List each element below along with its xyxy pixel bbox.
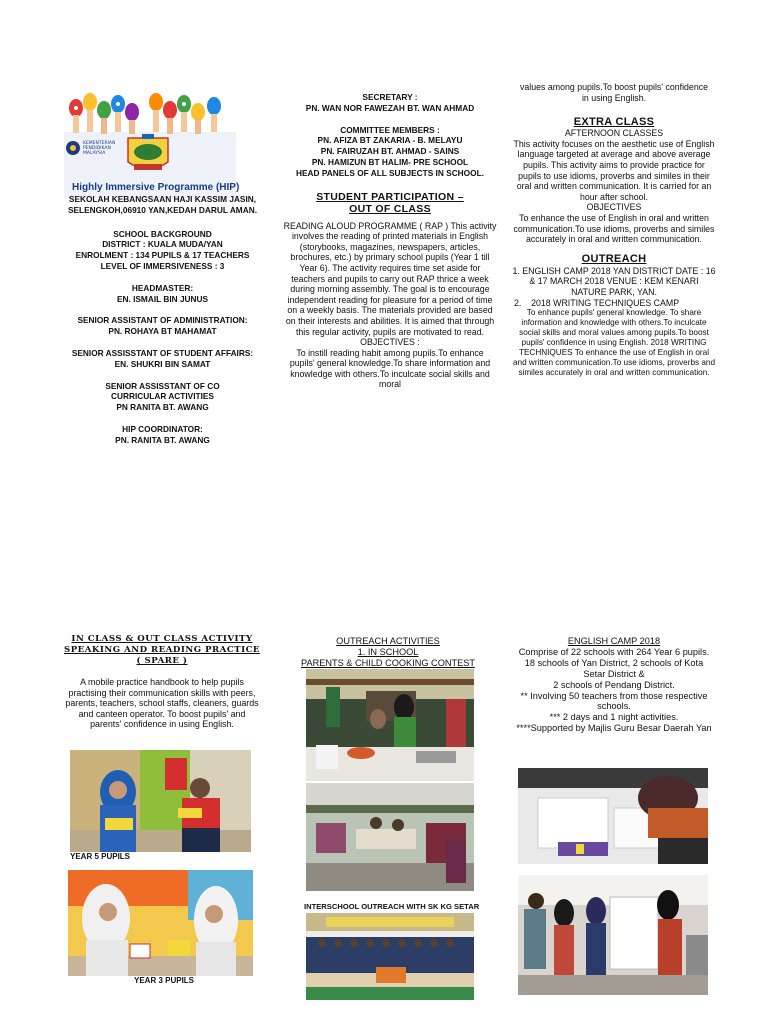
english-camp-section (514, 636, 714, 734)
extra-objectives-label: OBJECTIVES (586, 202, 642, 213)
english-camp-line-5: *** 2 days and 1 night activities. (549, 712, 679, 723)
committee-member-4: HEAD PANELS OF ALL SUBJECTS IN SCHOOL. (296, 167, 484, 178)
english-camp-line-1: Comprise of 22 schools with 264 Year 6 pupils. (518, 646, 710, 657)
interschool-caption: INTERSCHOOL OUTREACH WITH SK KG SETAR (304, 902, 480, 911)
spare-heading-1: IN CLASS & OUT CLASS ACTIVITY (71, 634, 253, 644)
sa-admin-title: SENIOR ASSISTANT OF ADMINISTRATION: (77, 315, 248, 326)
school-crest-icon (128, 134, 168, 170)
school-info-column (60, 194, 265, 446)
cooking-contest-photo-1 (306, 669, 474, 781)
objectives-text: To instill reading habit among pupils.To enhance pupils' general knowledge.To share information and knowledge with others.To inculcate social skills and moral (289, 347, 491, 390)
sa-cocurr-name: PN RANITA BT. AWANG (116, 402, 209, 413)
outreach-item-2-number: 2. (514, 297, 522, 308)
sa-student-title: SENIOR ASSISSTANT OF STUDENT AFFAIRS: (71, 347, 254, 358)
painted-hands-logo (64, 80, 236, 198)
hip-coordinator-title: HIP COORDINATOR: (122, 423, 203, 434)
outreach-item-2-text: To enhance pupils' general knowledge. To share information and knowledge with others.To inculcate social skills and moral values among pupils.To boost pupils' confidence in using English. 2018 WRITING TECHNIQUES To enhance the use of English in oral and written communication.To use idioms, proverbs and similes accurately in oral and written communication. (512, 308, 716, 378)
headmaster-name: EN. ISMAIL BIN JUNUS (116, 293, 209, 304)
svg-text:KEMENTERIAN: KEMENTERIAN (83, 141, 116, 146)
afternoon-classes: AFTERNOON CLASSES (564, 128, 664, 139)
english-camp-heading: ENGLISH CAMP 2018 (567, 636, 661, 646)
sa-student-name: EN. SHUKRI BIN SAMAT (114, 358, 211, 369)
year5-caption: YEAR 5 PUPILS (70, 852, 131, 861)
interschool-photo (306, 913, 474, 1000)
extra-class-column (512, 82, 716, 378)
committee-member-2: PN. FAIRUZAH BT. AHMAD - SAINS (320, 146, 460, 157)
english-camp-line-4: ** Involving 50 teachers from those respective schools. (520, 690, 708, 712)
secretary-name: PN. WAN NOR FAWEZAH BT. WAN AHMAD (305, 102, 475, 113)
english-camp-line-2: 18 schools of Yan District, 2 schools of Kota Setar District & (524, 657, 704, 679)
sa-cocurr-title-1: SENIOR ASSISSTANT OF CO (105, 380, 220, 391)
outreach-item-1: 1. ENGLISH CAMP 2018 YAN DISTRICT DATE : 16 & 17 MARCH 2018 VENUE : KEM KENARI NATURE PARK, YAN. (512, 265, 716, 297)
spare-section (64, 634, 260, 730)
spare-heading-3: ( SPARE ) (136, 656, 188, 666)
extra-class-text: This activity focuses on the aesthetic use of English language targeted at average and above average pupils. This activity aims to provide practice for pupils to use idioms, proverbs and similes in their oral and written communication. It is carried for an hour after school. (513, 138, 715, 202)
rap-paragraph: READING ALOUD PROGRAMME ( RAP ) This activity involves the reading of printed materials in English (storybooks, magazines, newspapers, articles, brochures, etc.) by primary school pupils (Year 1 till Year 6). The activity requires time set aside for teachers and pupils to carry out RAP thrice a week during morning assembly. The goal is to encourage independent reading for pleasure for a period of time on a weekly basis. The materials provided are based on their interests and abilities. It is aimed that through this regular activity, pupils are motivated to read. (283, 220, 497, 337)
hip-coordinator-name: PN. RANITA BT. AWANG (115, 434, 210, 445)
in-school-heading: 1. IN SCHOOL (357, 647, 419, 657)
spare-heading-2: SPEAKING AND READING PRACTICE (64, 645, 260, 655)
year5-pupils-photo (70, 750, 251, 852)
cooking-contest-heading: PARENTS & CHILD COOKING CONTEST (301, 658, 475, 668)
committee-member-3: PN. HAMIZUN BT HALIM- PRE SCHOOL (311, 156, 469, 167)
english-camp-line-3: 2 schools of Pendang District. (553, 679, 675, 690)
english-camp-photo-1 (518, 768, 708, 864)
sa-cocurr-title-2: CURRICULAR ACTIVITIES (111, 391, 214, 402)
sa-admin-name: PN. ROHAYA BT MAHAMAT (108, 326, 217, 337)
outreach-item-2-title (512, 298, 716, 309)
background-title: SCHOOL BACKGROUND (113, 228, 212, 239)
extra-class-heading: EXTRA CLASS (573, 116, 655, 129)
spare-text: A mobile practice handbook to help pupils practising their communication skills with peers, parents, teachers, school staffs, cleaners, guards and canteen operator. To boost pupils' and parents' confidence in using English. (65, 677, 259, 730)
enrolment-line: ENROLMENT : 134 PUPILS & 17 TEACHERS (75, 250, 250, 261)
committee-column (282, 92, 498, 390)
programme-title: Highly Immersive Programme (HIP) (72, 182, 240, 193)
svg-text:MALAYSIA: MALAYSIA (83, 151, 106, 156)
school-address: SEKOLAH KEBANGSAAN HAJI KASSIM JASIN, SELENGKOH,06910 YAN,KEDAH DARUL AMAN. (67, 194, 258, 215)
extra-objectives-text: To enhance the use of English in oral and written communication.To use idioms, proverbs and similes accurately in oral and written communication. (513, 212, 715, 245)
headmaster-title: HEADMASTER: (131, 282, 194, 293)
outreach-heading: OUTREACH (581, 252, 647, 265)
continued-text: values among pupils.To boost pupils' confidence in using English. (520, 82, 708, 103)
svg-text:PENDIDIKAN: PENDIDIKAN (83, 146, 111, 151)
year3-pupils-photo (68, 870, 253, 976)
cooking-contest-photo-2 (306, 783, 474, 891)
committee-member-1: PN. AFIZA BT ZAKARIA - B. MELAYU (317, 135, 463, 146)
year3-caption: YEAR 3 PUPILS (134, 976, 195, 985)
secretary-title: SECRETARY : (362, 92, 418, 102)
outreach-activities-section (290, 636, 486, 669)
english-camp-line-6: ****Supported by Majlis Guru Besar Daerah Yan (516, 723, 712, 734)
district-line: DISTRICT : KUALA MUDA/YAN (102, 239, 223, 250)
out-of-class-heading: OUT OF CLASS (349, 202, 431, 215)
committee-title: COMMITTEE MEMBERS : (340, 124, 440, 135)
level-line: LEVEL OF IMMERSIVENESS : 3 (100, 260, 225, 271)
student-participation-heading: STUDENT PARTICIPATION – (316, 190, 464, 203)
outreach-item-2-label: 2018 WRITING TECHNIQUES CAMP (531, 297, 680, 308)
hip-logo-banner (64, 80, 236, 198)
outreach-activities-heading: OUTREACH ACTIVITIES (336, 636, 440, 646)
english-camp-photo-2 (518, 875, 708, 995)
objectives-label: OBJECTIVES : (360, 337, 420, 348)
